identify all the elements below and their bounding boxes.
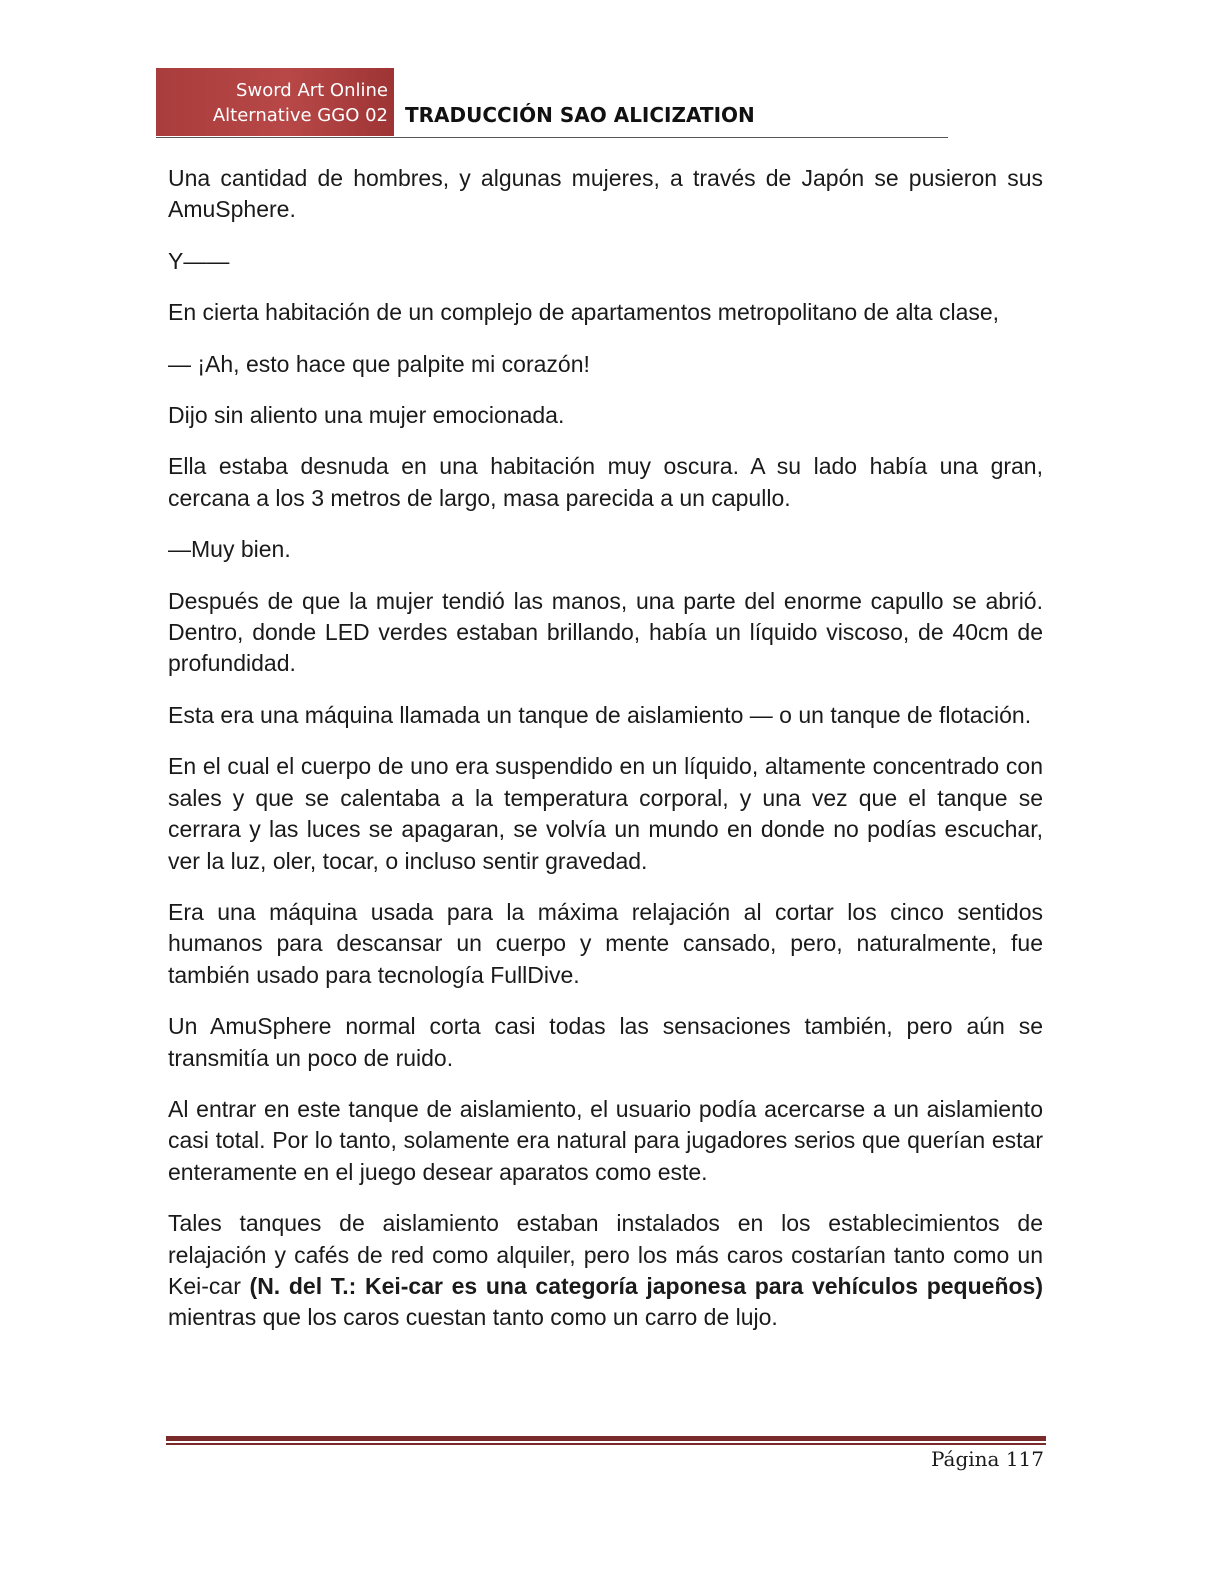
paragraph-with-translator-note (168, 1208, 1043, 1334)
page-number: Página 117 (930, 1447, 1044, 1471)
translator-note: (N. del T.: Kei-car es una categoría japonesa para vehículos pequeños) (249, 1272, 1043, 1299)
paragraph: Al entrar en este tanque de aislamiento, el usuario podía acercarse a un aislamiento casi total. Por lo tanto, solamente era natural para jugadores serios que querían estar enteramente en el juego desear aparatos como este. (168, 1095, 1043, 1185)
paragraph: En cierta habitación de un complejo de apartamentos metropolitano de alta clase, (168, 299, 1000, 326)
paragraph-text-part2: mientras que los caros cuestan tanto como un carro de lujo. (168, 1304, 778, 1331)
translation-group-title: TRADUCCIÓN SAO ALICIZATION (405, 103, 755, 127)
page-header (156, 68, 948, 140)
paragraph-text-part1: Tales tanques de aislamiento estaban instalados en los establecimientos de relajación y cafés de red como alquiler, pero los más caros costarían tanto como un Kei-car (168, 1210, 1043, 1299)
paragraph: Y—— (168, 247, 230, 274)
paragraph: Después de que la mujer tendió las manos, una parte del enorme capullo se abrió. Dentro, donde LED verdes estaban brillando, había un líquido viscoso, de 40cm de profundidad. (168, 587, 1043, 677)
paragraph: Dijo sin aliento una mujer emocionada. (168, 402, 565, 429)
paragraph: Esta era una máquina llamada un tanque de aislamiento — o un tanque de flotación. (168, 701, 1032, 728)
series-title-line2: Alternative GGO 02 (212, 105, 388, 126)
paragraph: Un AmuSphere normal corta casi todas las sensaciones también, pero aún se transmitía un poco de ruido. (168, 1013, 1043, 1071)
footer-divider-thick (166, 1436, 1046, 1441)
series-title-line1: Sword Art Online (236, 80, 388, 101)
paragraph: Era una máquina usada para la máxima relajación al cortar los cinco sentidos humanos para descansar un cuerpo y mente cansado, pero, naturalmente, fue también usado para tecnología FullDive. (168, 898, 1043, 988)
paragraph: En el cual el cuerpo de uno era suspendido en un líquido, altamente concentrado con sales y que se calentaba a la temperatura corporal, y una vez que el tanque se cerrara y las luces se apagaran, se volvía un mundo en donde no podías escuchar, ver la luz, oler, tocar, o incluso sentir gravedad. (168, 753, 1043, 874)
footer-divider-thin (166, 1443, 1046, 1445)
paragraph: Una cantidad de hombres, y algunas mujeres, a través de Japón se pusieron sus AmuSphere. (168, 165, 1043, 223)
paragraph: Ella estaba desnuda en una habitación muy oscura. A su lado había una gran, cercana a los 3 metros de largo, masa parecida a un capullo. (168, 453, 1043, 511)
paragraph: —Muy bien. (168, 536, 291, 563)
series-title-box (156, 68, 394, 136)
header-divider (156, 137, 948, 138)
paragraph: — ¡Ah, esto hace que palpite mi corazón! (168, 350, 590, 377)
page-body (168, 163, 1043, 1354)
